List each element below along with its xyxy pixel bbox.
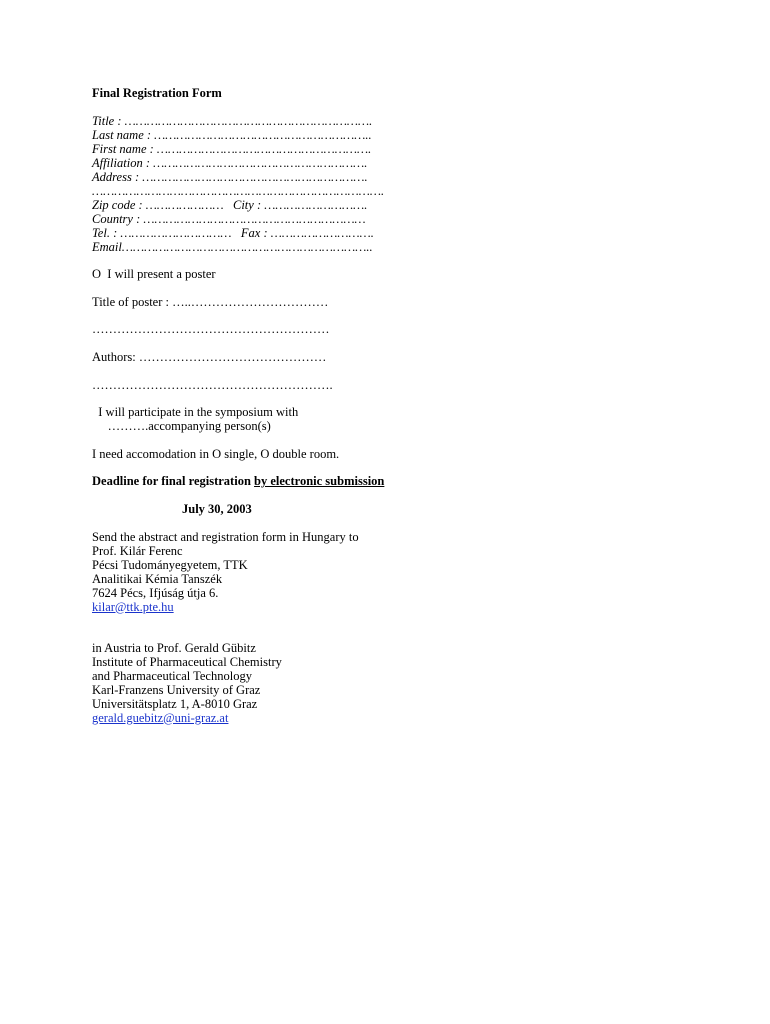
austria-address: Universitätsplatz 1, A-8010 Graz (92, 696, 258, 711)
deadline-date: July 30, 2003 (182, 501, 252, 516)
austria-email-link[interactable]: gerald.guebitz@uni-graz.at (92, 710, 229, 725)
hungary-address: 7624 Pécs, Ifjúság útja 6. (92, 585, 219, 600)
spacer (92, 364, 712, 378)
hungary-intro: Send the abstract and registration form in Hungary to (92, 529, 359, 544)
field-first-name: First name : …………………………………………………. (92, 141, 372, 156)
austria-institute: Institute of Pharmaceutical Chemistry (92, 654, 282, 669)
hungary-email-link[interactable]: kilar@ttk.pte.hu (92, 599, 174, 614)
spacer (92, 433, 712, 447)
accommodation-line: I need accomodation in O single, O double room. (92, 446, 340, 461)
hungary-name: Prof. Kilár Ferenc (92, 543, 183, 558)
field-title: Title : …………………………………………………………. (92, 113, 373, 128)
austria-intro: in Austria to Prof. Gerald Gübitz (92, 640, 256, 655)
participation-line2: ……….accompanying person(s) (92, 419, 271, 434)
spacer (92, 461, 712, 475)
field-address-line2: ……………………………………………………………………. (92, 183, 385, 198)
hungary-university: Pécsi Tudományegyetem, TTK (92, 557, 248, 572)
austria-university: Karl-Franzens University of Graz (92, 682, 261, 697)
field-tel-fax: Tel. : ………………………… Fax : ………………………. (92, 225, 374, 240)
authors-line2: …………………………………………………. (92, 377, 333, 392)
field-address: Address : ……………………………………………………. (92, 169, 368, 184)
form-title: Final Registration Form (92, 86, 222, 100)
authors-label: Authors: ……………………………………… (92, 349, 327, 364)
field-zip-city: Zip code : ………………… City : ………………………. (92, 197, 368, 212)
hungary-department: Analitikai Kémia Tanszék (92, 571, 223, 586)
deadline-line (92, 474, 712, 488)
poster-title-line2: ………………………………………………… (92, 322, 330, 337)
spacer (92, 254, 712, 268)
deadline-electronic: by electronic submission (254, 474, 385, 489)
spacer (92, 309, 712, 323)
field-last-name: Last name : ………………………………………………….. (92, 127, 372, 142)
field-email: Email………………………………………………………….. (92, 239, 373, 254)
spacer (92, 281, 712, 295)
spacer (92, 100, 712, 114)
spacer (92, 392, 712, 406)
poster-option: O I will present a poster (92, 267, 216, 282)
deadline-prefix: Deadline for final registration (92, 474, 255, 489)
spacer (92, 336, 712, 350)
austria-institute-line2: and Pharmaceutical Technology (92, 668, 252, 683)
participation-line1: I will participate in the symposium with (92, 405, 299, 420)
field-country: Country : …………………………………………………… (92, 211, 366, 226)
spacer (92, 488, 712, 502)
spacer (92, 614, 712, 641)
field-affiliation: Affiliation : …………………………………………………. (92, 155, 368, 170)
poster-title-label: Title of poster : …..…………………………… (92, 294, 329, 309)
spacer (92, 516, 712, 530)
document-page (92, 86, 712, 725)
